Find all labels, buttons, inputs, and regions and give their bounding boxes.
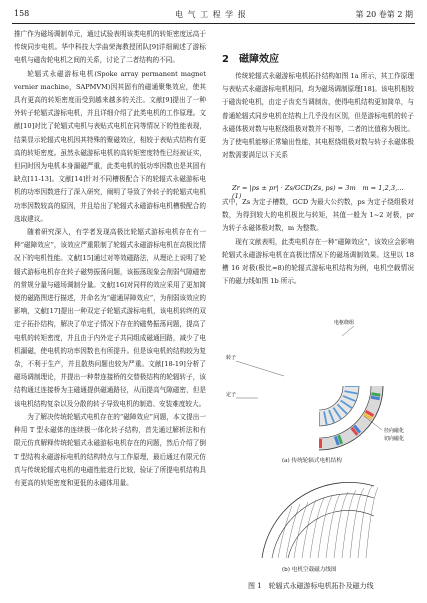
- journal-name: 电 气 工 程 学 报: [175, 10, 247, 19]
- rotor-magnet: [290, 357, 301, 368]
- rotor-magnet: [318, 346, 320, 360]
- label-steel: 切向磁化: [384, 436, 405, 442]
- paragraph: 推广作为磁场调制单元，通过试验表明该类电机的转矩密度远高于传统同步电机。华中科技大学曲荣海教授团队[9]详细阐述了游标电机与磁齿轮电机之间的关系，讨论了二者结构的不同。: [14, 30, 206, 65]
- flux-line: [286, 504, 300, 558]
- subcaption-b: (b) 电机空载磁力线图: [282, 567, 337, 573]
- rotor-magnet: [310, 411, 314, 425]
- page-number: 158: [14, 9, 30, 18]
- rotor-magnet: [280, 390, 294, 394]
- rotor-magnet: [345, 385, 359, 387]
- rotor-magnet: [285, 400, 298, 409]
- stator-slot: [264, 409, 275, 419]
- stator-slot: [351, 337, 362, 348]
- paragraph: 轮辐式永磁游标电机(Spoke array permanent magnet vernier machine，SAPMVM)因其固有的磁通聚集效应，使其具有更高的转矩密度而受到越来越多的关注。文献[9]提出了一种外转子轮辐式游标电机，并且详细介绍了此类电机的工作原理。文献[10]对比了轮辐式电机与表贴式电机在同等情况下的性能表现，结果显示轮辐式电机因其特殊的聚磁效应，相较于表贴式结构有更高的转矩密度。虽然永磁游标电机的高转矩密度特性已经被证实，但同时因为电机本身漏磁严重，此类电机的低功率因数也是其固有缺点[11-13]。文献[14]针对不同槽极配合下的轮辐式永磁游标电机的功率因数进行了深入研究，阐明了导致了外转子的轮辐式电机功率因数较高的原因，并且给出了轮辐式永磁游标电机槽极配合的选取建议。: [14, 69, 206, 223]
- paragraph: 式中，Zs 为定子槽数，GCD 为最大公约数，ps 为定子绕组极对数，为得到较大的电机极比与转矩，其值一般为 1~2 对极，pr 为转子永磁体极对数，m 为整数。: [222, 198, 414, 233]
- flux-line: [326, 494, 340, 558]
- section-title: 2 磁障效应: [222, 54, 279, 65]
- rotor-magnet: [328, 349, 335, 363]
- left-column: [14, 28, 206, 490]
- subcaption-a: (a) 传统轮辐式电机结构: [282, 458, 342, 464]
- stator-slot: [371, 372, 381, 380]
- stator-slot: [257, 372, 267, 380]
- label-rotor: 转子: [226, 355, 237, 361]
- rotor-magnet: [285, 363, 298, 372]
- flux-line: [310, 498, 324, 558]
- rotor-magnet: [318, 412, 320, 426]
- paragraph: 现有文献表明，此类电机存在一种“磁障效应”，该效应会影响轮辐式永磁游标电机在高极比情况下的磁场调制效果。这里以 18 槽 16 对极(极比=8)的轮辐式游标电机结构为例，电机空载情况下的磁力线如图 1b 所示。: [222, 237, 414, 286]
- label-magnet: 径向磁化: [384, 428, 405, 434]
- label-armature: 电枢绕组: [334, 320, 355, 326]
- rotor-magnet: [337, 357, 348, 368]
- right-column-p2: [222, 196, 414, 288]
- stator-slot: [295, 435, 304, 446]
- rotor-magnet: [290, 404, 301, 415]
- stator-slot: [264, 352, 275, 362]
- header-rule: [12, 23, 415, 24]
- rotor-magnet: [333, 352, 342, 365]
- rotor-magnet: [280, 377, 294, 381]
- paragraph: 传统轮辐式永磁游标电机拓扑结构如图 1a 所示，其工作原理与表贴式永磁游标电机相同，均为磁场调制原理[18]。该电机相较于磁齿轮电机，由定子齿充当调制齿，使得电机结构更加简单，与普通轮辐式同步电机在结构上几乎没有区别，但是游标电机的转子永磁体极对数与电枢绕组极对数并不相等，二者的比值称为极比。为了使电机能够正常输出性能，其电枢绕组极对数与转子永磁体极对数需要满足以下关系: [222, 72, 414, 160]
- flux-line: [278, 506, 292, 558]
- stator-slot: [295, 327, 304, 338]
- figure-flux-lines: [258, 466, 378, 562]
- rotor-magnet: [303, 349, 310, 363]
- shaft: [295, 362, 343, 410]
- paragraph: 为了解决传统轮辐式电机存在的“磁障效应”问题，本文提出一种用 T 型永磁体的连续极一体化转子结构，首先通过解析法和有限元仿真解释传统轮辐式永磁游标电机存在的问题，然后介绍了倒 T 型结构永磁游标电机的结构特点与工作原理，最后通过有限元仿真与传统轮辐式电机的电磁性能进行比较，验证了所提电机结构具有更高的转矩密度和更低的永磁体用量。: [14, 412, 206, 487]
- stator-slot: [316, 439, 323, 448]
- stator-slot: [316, 324, 323, 333]
- rotor-magnet: [340, 363, 353, 372]
- label-stator: 定子: [226, 392, 237, 398]
- stator-slot: [276, 424, 287, 435]
- stator-slot: [277, 336, 288, 347]
- right-column-p1: [222, 70, 414, 162]
- rotor-magnet: [343, 370, 357, 377]
- rotor-magnet: [279, 385, 293, 387]
- flux-line: [342, 490, 356, 558]
- rotor-magnet: [344, 377, 358, 381]
- rotor-magnet: [323, 347, 327, 361]
- volume-info: 第 20 卷第 2 期: [355, 10, 413, 19]
- rotor-magnet: [303, 410, 310, 424]
- stator-slot: [363, 352, 374, 362]
- figure-motor-structure: [224, 314, 414, 456]
- rotor-magnet: [282, 395, 296, 402]
- flux-line: [334, 492, 348, 558]
- equation-1: Zr = |ps ± pr| · Zs/GCD(Zs, ps) = 3m m = 1,2,3,… (1): [232, 184, 411, 200]
- rotor-magnet: [296, 407, 305, 420]
- rotor-magnet: [296, 352, 305, 365]
- stator-slot: [257, 392, 267, 400]
- rotor-magnet: [310, 347, 314, 361]
- paragraph: 随着研究深入，有学者发现高极比轮辐式游标电机存在有一种“磁障效应”，该效应严重限制了轮辐式永磁游标电机在高极比情况下的电机性能。文献[15]通过对等效磁路法，从理论上说明了轮辐式游标电机存在转子磁势振荡问题，该振荡现象会削弱气隙磁密的常规分量与磁场调制分量。文献[16]对同样的效应采用了更加简便的磁路图进行描述，并命名为“磁通屏障效应”，为削弱该效应的影响，文献[17]提出一种双定子轮辐式游标电机，该电机转终的双定子拓扑结构，解决了单定子情况下存在的磁势振荡问题，提高了电机的转矩密度，并且由于内外定子共同组成磁通回路，减少了电机漏磁，使电机的功率因数也有所提升。但是该电机的结构较为复杂，不利于生产，并且散热问题也较为严重。文献[18-19]分析了磁场调制理论，并提出一种带连接桥的交替极结构的轮辐转子，该结构通过连接桥为主磁通提供磁通路径，从而提高气隙磁密，但是该电机结构复杂以及分散的转子导致电机的制造、安装难度较大。: [14, 228, 206, 408]
- flux-line: [318, 496, 332, 558]
- figure-caption: 图 1 轮辐式永磁游标电机拓扑及磁力线: [248, 582, 374, 590]
